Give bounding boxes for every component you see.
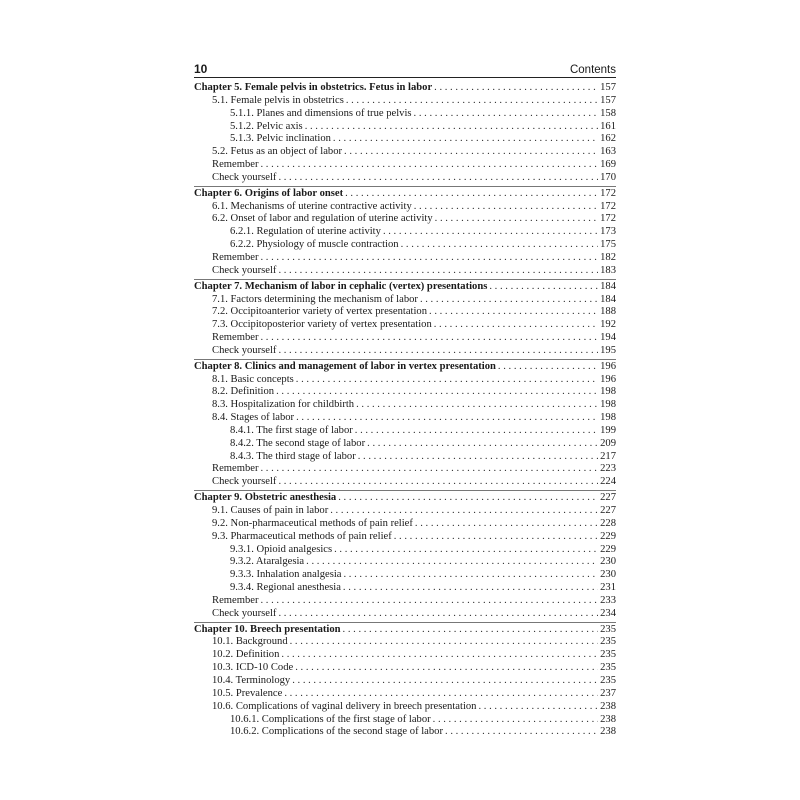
toc-entry-label: 7.3. Occipitoposterior variety of vertex presentation — [212, 319, 432, 331]
dot-leader — [338, 492, 598, 505]
toc-entry-label: 8.3. Hospitalization for childbirth — [212, 399, 355, 411]
toc-entry-label: 10.6.2. Complications of the second stage of labor — [230, 726, 444, 738]
toc-entry-label: 8.4.1. The first stage of labor — [230, 424, 353, 436]
toc-entry-label: 9.3.3. Inhalation analgesia — [230, 569, 342, 581]
toc-entry-label: 10.6. Complications of vaginal delivery in breech presentation — [212, 700, 477, 712]
dot-leader — [278, 608, 598, 621]
dot-leader — [498, 361, 598, 374]
toc-subsection-entry[interactable] — [194, 451, 616, 464]
dot-leader — [344, 146, 598, 159]
document-page — [194, 60, 616, 741]
dot-leader — [415, 518, 598, 531]
toc-entry-label: 9.3.2. Ataralgesia — [230, 556, 305, 568]
toc-subsection-entry[interactable] — [194, 726, 616, 739]
dot-leader — [434, 319, 598, 332]
dot-leader — [383, 226, 598, 239]
dot-leader — [260, 332, 598, 345]
toc-entry-label: 7.2. Occipitoanterior variety of vertex presentation — [212, 306, 428, 318]
toc-entry-page-number: 192 — [600, 319, 616, 331]
toc-section-entry[interactable] — [194, 345, 616, 358]
toc-entry-label: Check yourself — [212, 476, 277, 488]
toc-section-entry[interactable] — [194, 319, 616, 332]
toc-section-entry[interactable] — [194, 608, 616, 621]
toc-entry-page-number: 196 — [600, 373, 616, 385]
toc-entry-label: Chapter 5. Female pelvis in obstetrics. Fetus in labor — [194, 82, 433, 93]
toc-entry-label: 8.2. Definition — [212, 386, 275, 398]
dot-leader — [305, 121, 598, 134]
toc-entry-page-number: 188 — [600, 306, 616, 318]
toc-entry-label: Chapter 6. Origins of labor onset — [194, 187, 344, 199]
toc-entry-label: 8.4.3. The third stage of labor — [230, 450, 356, 462]
table-of-contents — [194, 82, 616, 740]
dot-leader — [260, 159, 598, 172]
toc-subsection-entry[interactable] — [194, 714, 616, 727]
toc-entry-page-number: 163 — [600, 146, 616, 158]
toc-section-entry[interactable] — [194, 595, 616, 608]
toc-section-entry[interactable] — [194, 505, 616, 518]
toc-entry-page-number: 157 — [600, 82, 616, 93]
dot-leader — [260, 595, 598, 608]
dot-leader — [345, 188, 598, 201]
dot-leader — [334, 544, 598, 557]
dot-leader — [433, 714, 598, 727]
toc-section-entry[interactable] — [194, 95, 616, 108]
toc-entry-page-number: 198 — [600, 399, 616, 411]
toc-entry-page-number: 195 — [600, 344, 616, 356]
toc-entry-label: 6.1. Mechanisms of uterine contractive activity — [212, 200, 412, 212]
dot-leader — [306, 556, 598, 569]
toc-entry-page-number: 170 — [600, 171, 616, 183]
toc-subsection-entry[interactable] — [194, 425, 616, 438]
dot-leader — [367, 438, 598, 451]
toc-section-entry[interactable] — [194, 172, 616, 185]
toc-section-entry[interactable] — [194, 386, 616, 399]
toc-subsection-entry[interactable] — [194, 438, 616, 451]
toc-entry-page-number: 184 — [600, 280, 616, 292]
dot-leader — [489, 281, 598, 294]
toc-entry-page-number: 182 — [600, 251, 616, 263]
toc-entry-label: 8.1. Basic concepts — [212, 373, 294, 385]
toc-entry-page-number: 175 — [600, 239, 616, 251]
dot-leader — [343, 624, 599, 637]
toc-subsection-entry[interactable] — [194, 239, 616, 252]
toc-entry-page-number: 235 — [600, 662, 616, 674]
toc-entry-page-number: 230 — [600, 569, 616, 581]
toc-entry-page-number: 194 — [600, 332, 616, 344]
toc-section-entry[interactable] — [194, 306, 616, 319]
toc-section-entry[interactable] — [194, 412, 616, 425]
dot-leader — [346, 95, 598, 108]
dot-leader — [278, 172, 598, 185]
dot-leader — [292, 675, 598, 688]
toc-section-entry[interactable] — [194, 476, 616, 489]
dot-leader — [281, 649, 598, 662]
toc-entry-page-number: 198 — [600, 386, 616, 398]
toc-entry-label: Check yourself — [212, 171, 277, 183]
dot-leader — [330, 505, 598, 518]
chapter-section — [194, 624, 616, 741]
toc-entry-label: 10.3. ICD-10 Code — [212, 662, 294, 674]
dot-leader — [260, 252, 598, 265]
toc-entry-label: Chapter 9. Obstetric anesthesia — [194, 492, 337, 504]
toc-subsection-entry[interactable] — [194, 108, 616, 121]
toc-entry-page-number: 235 — [600, 623, 616, 635]
toc-section-entry[interactable] — [194, 159, 616, 172]
toc-entry-page-number: 234 — [600, 607, 616, 619]
toc-entry-label: 10.2. Definition — [212, 649, 280, 661]
dot-leader — [401, 239, 599, 252]
dot-leader — [356, 399, 598, 412]
chapter-section — [194, 492, 616, 622]
dot-leader — [276, 386, 598, 399]
toc-chapter-entry[interactable] — [194, 492, 616, 505]
toc-entry-page-number: 235 — [600, 636, 616, 648]
toc-entry-page-number: 233 — [600, 594, 616, 606]
dot-leader — [414, 201, 598, 214]
toc-section-entry[interactable] — [194, 662, 616, 675]
toc-entry-label: 10.4. Terminology — [212, 674, 291, 686]
toc-entry-label: Remember — [212, 159, 259, 171]
toc-entry-label: 9.3.1. Opioid analgesics — [230, 543, 333, 555]
toc-entry-label: 5.1.2. Pelvic axis — [230, 120, 303, 132]
toc-section-entry[interactable] — [194, 146, 616, 159]
dot-leader — [278, 476, 598, 489]
toc-entry-label: 6.2.2. Physiology of muscle contraction — [230, 239, 399, 251]
toc-entry-label: 9.1. Causes of pain in labor — [212, 505, 329, 516]
dot-leader — [284, 688, 598, 701]
toc-entry-page-number: 228 — [600, 517, 616, 529]
toc-entry-page-number: 230 — [600, 556, 616, 568]
toc-section-entry[interactable] — [194, 518, 616, 531]
toc-entry-label: Check yourself — [212, 264, 277, 276]
chapter-section — [194, 82, 616, 187]
toc-section-entry[interactable] — [194, 265, 616, 278]
toc-entry-page-number: 162 — [600, 133, 616, 145]
toc-entry-label: Remember — [212, 251, 259, 263]
toc-entry-page-number: 229 — [600, 543, 616, 555]
toc-entry-label: 9.2. Non-pharmaceutical methods of pain relief — [212, 517, 413, 529]
toc-chapter-entry[interactable] — [194, 624, 616, 637]
toc-entry-label: Remember — [212, 463, 259, 475]
toc-entry-page-number: 184 — [600, 293, 616, 305]
toc-entry-page-number: 157 — [600, 94, 616, 106]
toc-subsection-entry[interactable] — [194, 556, 616, 569]
toc-entry-page-number: 235 — [600, 649, 616, 661]
toc-entry-label: 6.2. Onset of labor and regulation of uterine activity — [212, 213, 433, 225]
dot-leader — [296, 412, 598, 425]
dot-leader — [358, 451, 598, 464]
dot-leader — [343, 582, 598, 595]
toc-entry-label: Chapter 7. Mechanism of labor in cephalic (vertex) presentations — [194, 280, 488, 292]
toc-section-entry[interactable] — [194, 252, 616, 265]
toc-entry-label: 10.1. Background — [212, 636, 288, 648]
toc-subsection-entry[interactable] — [194, 582, 616, 595]
dot-leader — [445, 726, 598, 739]
toc-entry-page-number: 172 — [600, 187, 616, 199]
toc-entry-page-number: 224 — [600, 476, 616, 488]
toc-section-entry[interactable] — [194, 701, 616, 714]
toc-entry-page-number: 227 — [600, 505, 616, 516]
dot-leader — [434, 82, 598, 95]
toc-section-entry[interactable] — [194, 374, 616, 387]
toc-entry-label: Check yourself — [212, 344, 277, 356]
dot-leader — [296, 374, 598, 387]
toc-entry-page-number: 238 — [600, 700, 616, 712]
toc-section-entry[interactable] — [194, 201, 616, 214]
toc-section-entry[interactable] — [194, 636, 616, 649]
dot-leader — [435, 213, 598, 226]
dot-leader — [333, 133, 598, 146]
toc-chapter-entry[interactable] — [194, 361, 616, 374]
toc-section-entry[interactable] — [194, 531, 616, 544]
toc-section-entry[interactable] — [194, 688, 616, 701]
dot-leader — [290, 636, 598, 649]
toc-entry-label: Chapter 10. Breech presentation — [194, 623, 341, 635]
toc-section-entry[interactable] — [194, 649, 616, 662]
dot-leader — [344, 569, 599, 582]
toc-entry-page-number: 231 — [600, 582, 616, 594]
toc-entry-label: 5.1. Female pelvis in obstetrics — [212, 94, 344, 106]
toc-entry-label: 6.2.1. Regulation of uterine activity — [230, 226, 381, 238]
dot-leader — [260, 463, 598, 476]
dot-leader — [420, 294, 598, 307]
toc-entry-page-number: 238 — [600, 713, 616, 725]
toc-entry-label: Chapter 8. Clinics and management of labor in vertex presentation — [194, 360, 496, 372]
toc-section-entry[interactable] — [194, 675, 616, 688]
toc-entry-page-number: 169 — [600, 159, 616, 171]
toc-entry-page-number: 158 — [600, 107, 616, 119]
toc-entry-label: 10.5. Prevalence — [212, 687, 283, 699]
dot-leader — [394, 531, 598, 544]
dot-leader — [478, 701, 598, 714]
toc-entry-label: 9.3.4. Regional anesthesia — [230, 582, 341, 594]
chapter-section — [194, 361, 616, 491]
toc-entry-page-number: 238 — [600, 726, 616, 738]
toc-entry-label: 8.4. Stages of labor — [212, 412, 295, 424]
toc-entry-label: Remember — [212, 332, 259, 344]
chapter-section — [194, 281, 616, 360]
toc-entry-label: 8.4.2. The second stage of labor — [230, 437, 366, 449]
toc-section-entry[interactable] — [194, 463, 616, 476]
running-title: Contents — [569, 64, 616, 76]
toc-section-entry[interactable] — [194, 332, 616, 345]
toc-entry-page-number: 199 — [600, 424, 616, 436]
toc-section-entry[interactable] — [194, 399, 616, 412]
toc-entry-label: Check yourself — [212, 607, 277, 619]
toc-entry-label: 7.1. Factors determining the mechanism of labor — [212, 293, 418, 305]
chapter-section — [194, 188, 616, 280]
toc-chapter-entry[interactable] — [194, 281, 616, 294]
toc-entry-label: 5.2. Fetus as an object of labor — [212, 146, 343, 158]
toc-chapter-entry[interactable] — [194, 188, 616, 201]
toc-subsection-entry[interactable] — [194, 121, 616, 134]
page-number: 10 — [194, 62, 208, 76]
toc-section-entry[interactable] — [194, 294, 616, 307]
toc-entry-page-number: 161 — [600, 120, 616, 132]
toc-entry-page-number: 223 — [600, 463, 616, 475]
dot-leader — [295, 662, 598, 675]
toc-entry-page-number: 198 — [600, 412, 616, 424]
toc-subsection-entry[interactable] — [194, 569, 616, 582]
toc-entry-page-number: 183 — [600, 264, 616, 276]
toc-entry-page-number: 229 — [600, 530, 616, 542]
dot-leader — [278, 265, 598, 278]
toc-subsection-entry[interactable] — [194, 133, 616, 146]
toc-entry-page-number: 196 — [600, 360, 616, 372]
toc-entry-label: 5.1.1. Planes and dimensions of true pelvis — [230, 107, 412, 119]
dot-leader — [355, 425, 598, 438]
dot-leader — [278, 345, 598, 358]
page-header — [194, 60, 616, 78]
toc-entry-page-number: 227 — [600, 492, 616, 504]
toc-subsection-entry[interactable] — [194, 544, 616, 557]
toc-chapter-entry[interactable] — [194, 82, 616, 95]
toc-section-entry[interactable] — [194, 213, 616, 226]
toc-entry-page-number: 217 — [600, 450, 616, 462]
toc-entry-label: 5.1.3. Pelvic inclination — [230, 133, 331, 145]
toc-entry-label: 9.3. Pharmaceutical methods of pain relief — [212, 530, 392, 542]
toc-entry-page-number: 235 — [600, 674, 616, 686]
toc-entry-page-number: 173 — [600, 226, 616, 238]
toc-entry-label: Remember — [212, 594, 259, 606]
toc-entry-page-number: 237 — [600, 687, 616, 699]
toc-entry-page-number: 172 — [600, 200, 616, 212]
toc-entry-page-number: 172 — [600, 213, 616, 225]
toc-entry-page-number: 209 — [600, 437, 616, 449]
dot-leader — [429, 306, 598, 319]
toc-subsection-entry[interactable] — [194, 226, 616, 239]
toc-entry-label: 10.6.1. Complications of the first stage of labor — [230, 713, 431, 725]
dot-leader — [414, 108, 599, 121]
